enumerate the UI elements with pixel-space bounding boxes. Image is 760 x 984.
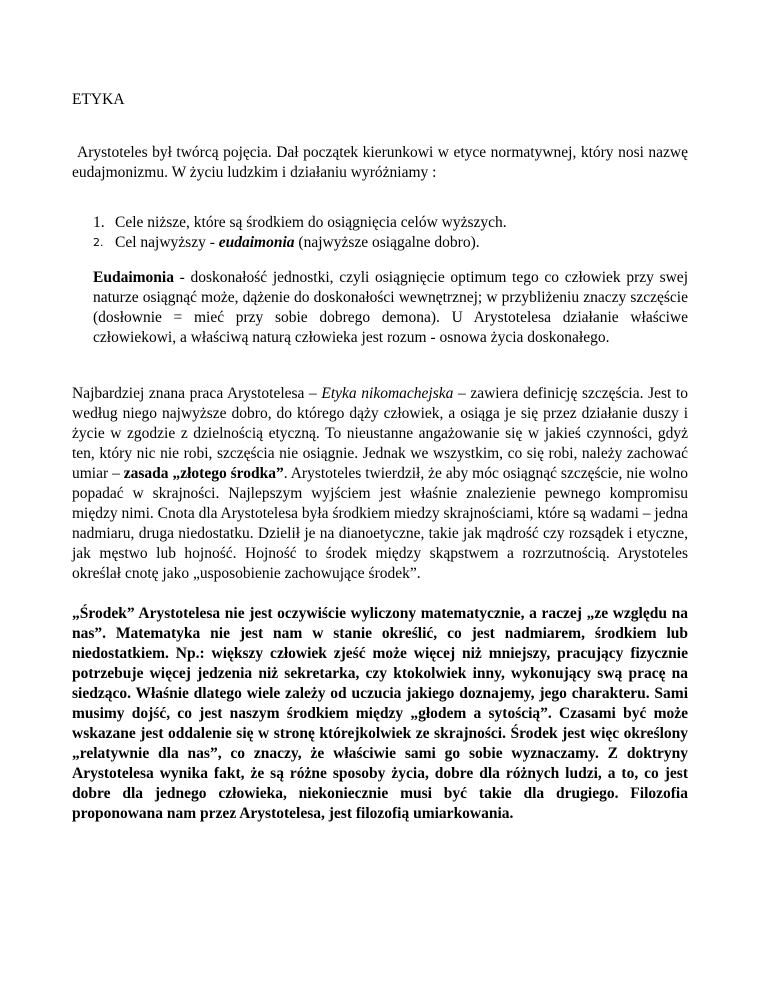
bold-paragraph: „Środek” Arystotelesa nie jest oczywiście wyliczony matematycznie, a raczej „ze względu na nas”. Matematyka nie jest nam w stanie określić, co jest nadmiarem, środkiem lub niedostatkiem. Np.: większy człowiek zjeść może więcej niż mniejszy, pracujący fizycznie potrzebuje więcej jedzenia niż sekretarka, czy ktokolwiek inny, wykonujący swą pracę na siedząco. Właśnie dlatego wiele zależy od uczucia jakiego doznajemy, jego charakteru. Sami musimy dojść, co jest naszym środkiem między „głodem a sytością”. Czasami być może wskazane jest oddalenie się w stronę którejkolwiek ze skrajności. Środek jest więc określony „relatywnie dla nas”, co znaczy, że właściwie sami go sobie wyznaczamy. Z doktryny Arystotelesa wynika fakt, że są różne sposoby życia, dobre dla różnych ludzi, a to, co jest dobre dla jednego człowieka, niekoniecznie musi być takie dla drugiego. Filozofia proponowana nam przez Arystotelesa, jest filozofią umiarkowania. — [72, 605, 688, 822]
list-item — [72, 233, 688, 253]
definition-paragraph — [93, 268, 688, 348]
list-item-text-after: (najwyższe osiągalne dobro). — [294, 234, 480, 251]
main-text-part1: Najbardziej znana praca Arystotelesa – — [72, 385, 322, 402]
list-item-number: 2. — [93, 236, 104, 249]
list-item-text-before: Cel najwyższy - — [115, 234, 219, 251]
main-paragraph — [72, 384, 688, 584]
goals-list — [72, 213, 688, 253]
main-text-part2: – zawiera definicję szczęścia. Jest to według niego najwyższe dobro, do którego dąży człowiek, a osiąga je się przez działanie duszy i życie w zgodzie z dzielnością etyczną. To nieustanne angażowanie się w jakieś czynności, gdyż ten, który nic nie robi, szczęścia nie osiągnie. Jednak we wszystkim, co się robi, należy zachować umiar – — [72, 385, 689, 482]
golden-mean-principle: zasada „złotego środka” — [123, 465, 284, 482]
document-title: ETYKA — [72, 91, 125, 108]
main-text-part3: . Arystoteles twierdził, że aby móc osiągnąć szczęście, nie wolno popadać w skrajności. Najlepszym wyjściem jest właśnie znalezienie pewnego kompromisu między nimi. Cnota dla Arystotelesa była środkiem miedzy skrajnościami, które są wadami – jedna nadmiaru, druga niedostatku. Dzielił je na dianoetyczne, takie jak mądrość czy rozsądek i etyczne, jak męstwo lub hojność. Hojność to środek między skąpstwem a rozrzutnością. Arystoteles określał cnotę jako „usposobienie zachowujące środek”. — [72, 465, 688, 582]
definition-term: Eudaimonia — [93, 269, 174, 286]
work-title: Etyka nikomachejska — [321, 385, 454, 402]
list-item-number: 1. — [93, 214, 105, 231]
list-item-emphasis: eudaimonia — [218, 234, 295, 251]
list-item — [72, 213, 688, 233]
intro-paragraph: Arystoteles był twórcą pojęcia. Dał początek kierunkowi w etyce normatywnej, który nosi nazwę eudajmonizmu. W życiu ludzkim i działaniu wyróżniamy : — [72, 144, 688, 181]
definition-text: - doskonałość jednostki, czyli osiągnięcie optimum tego co człowiek przy swej naturze osiągnąć może, dążenie do doskonałości wewnętrznej; w przybliżeniu znaczy szczęście (dosłownie = mieć przy sobie dobrego demona). U Arystotelesa działanie właściwe człowiekowi, a właściwą naturą człowieka jest rozum - osnowa życia doskonałego. — [93, 269, 688, 346]
list-item-text: Cele niższe, które są środkiem do osiągnięcia celów wyższych. — [115, 214, 507, 231]
